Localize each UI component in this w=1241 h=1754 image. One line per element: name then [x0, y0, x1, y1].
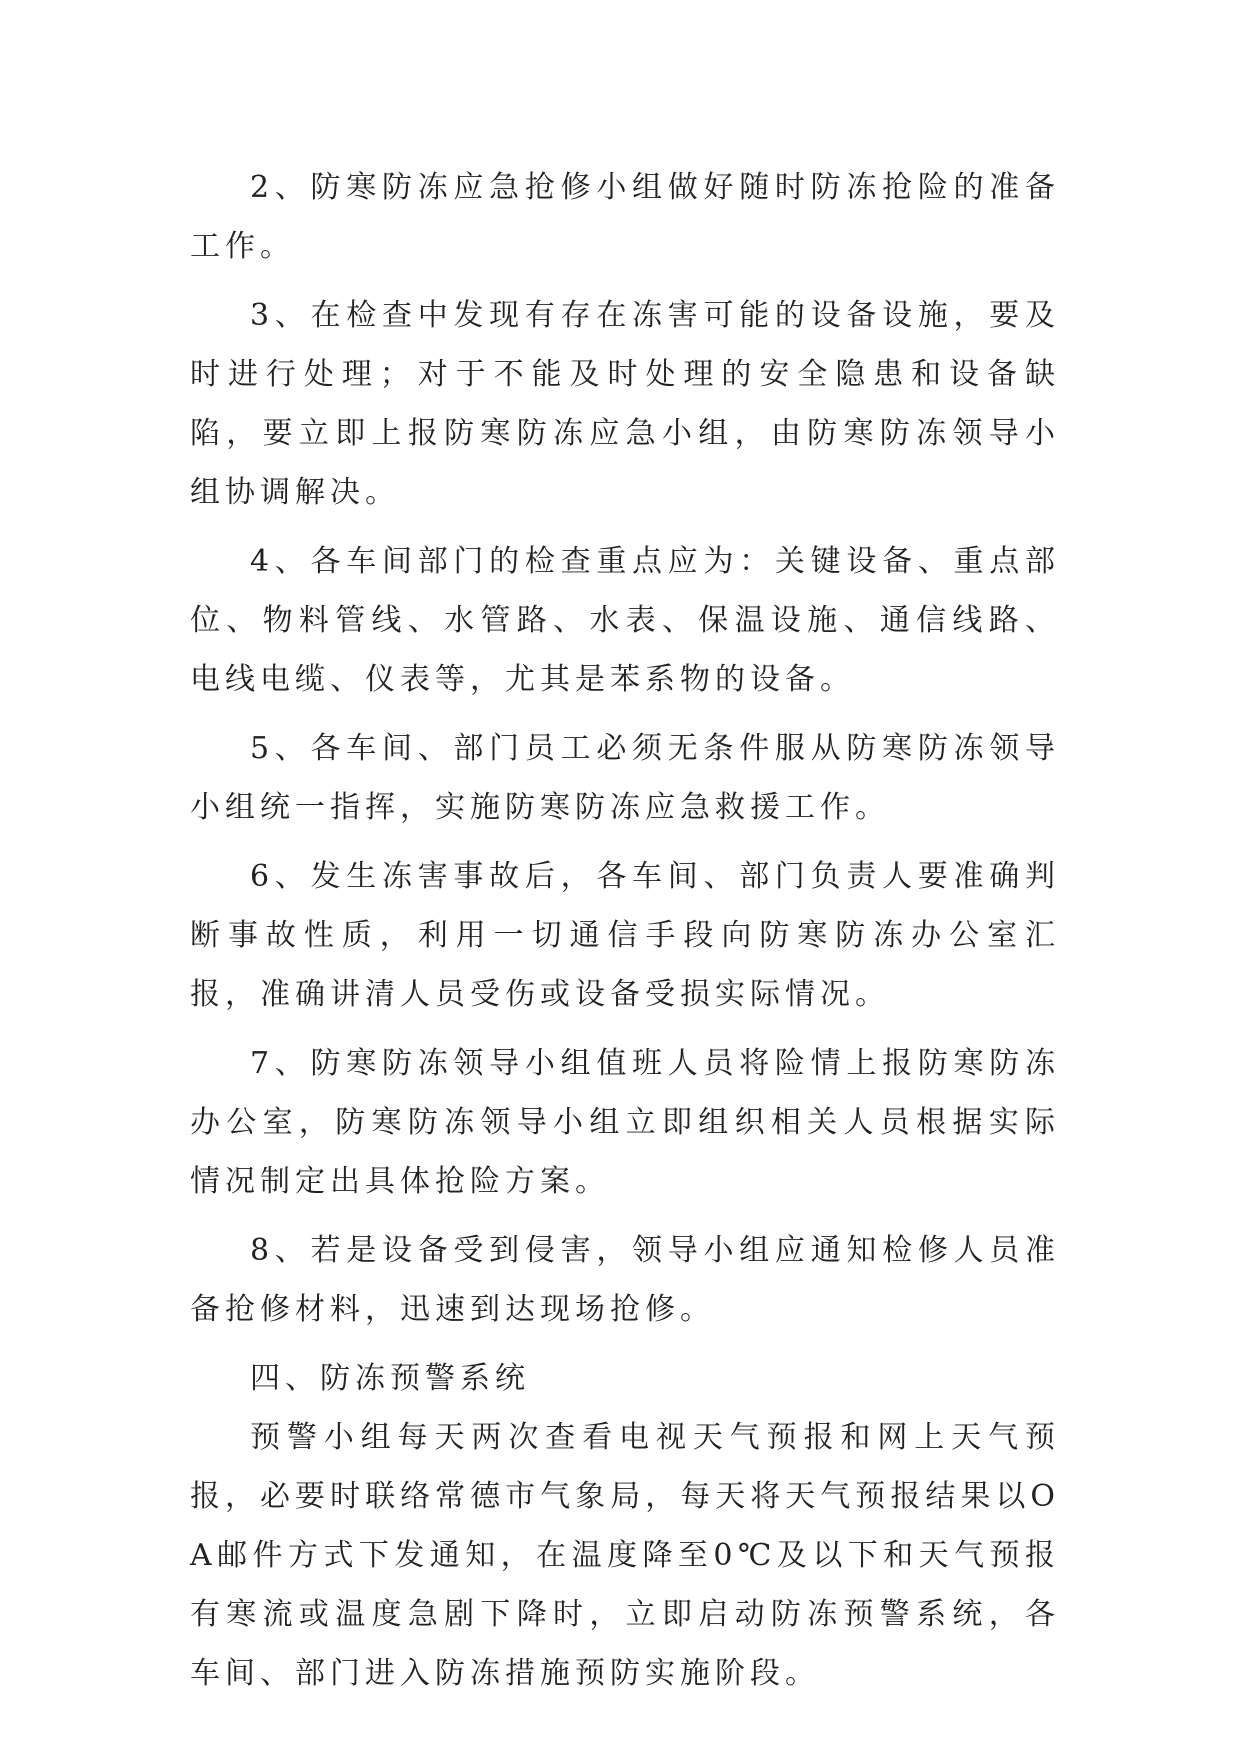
paragraph-item-5: 5、各车间、部门员工必须无条件服从防寒防冻领导小组统一指挥，实施防寒防冻应急救援工作。 [190, 731, 1060, 825]
paragraph-item-2: 2、防寒防冻应急抢修小组做好随时防冻抢险的准备工作。 [190, 170, 1060, 264]
paragraph-item-8: 8、若是设备受到侵害，领导小组应通知检修人员准备抢修材料，迅速到达现场抢修。 [190, 1233, 1060, 1327]
paragraph-item-4: 4、各车间部门的检查重点应为：关键设备、重点部位、物料管线、水管路、水表、保温设施、通信线路、电线电缆、仪表等，尤其是苯系物的设备。 [190, 544, 1060, 697]
paragraph-item-6: 6、发生冻害事故后，各车间、部门负责人要准确判断事故性质，利用一切通信手段向防寒防冻办公室汇报，准确讲清人员受伤或设备受损实际情况。 [190, 859, 1060, 1012]
paragraph-early-warning: 预警小组每天两次查看电视天气预报和网上天气预报，必要时联络常德市气象局，每天将天气预报结果以OA邮件方式下发通知，在温度降至0℃及以下和天气预报有寒流或温度急剧下降时，立即启动防冻预警系统，各车间、部门进入防冻措施预防实施阶段。 [190, 1420, 1060, 1691]
paragraph-item-3: 3、在检查中发现有存在冻害可能的设备设施，要及时进行处理；对于不能及时处理的安全隐患和设备缺陷，要立即上报防寒防冻应急小组，由防寒防冻领导小组协调解决。 [190, 298, 1060, 510]
paragraph-item-7: 7、防寒防冻领导小组值班人员将险情上报防寒防冻办公室，防寒防冻领导小组立即组织相关人员根据实际情况制定出具体抢险方案。 [190, 1046, 1060, 1199]
document-body [190, 158, 1060, 1713]
section-heading-4: 四、防冻预警系统 [250, 1361, 530, 1396]
